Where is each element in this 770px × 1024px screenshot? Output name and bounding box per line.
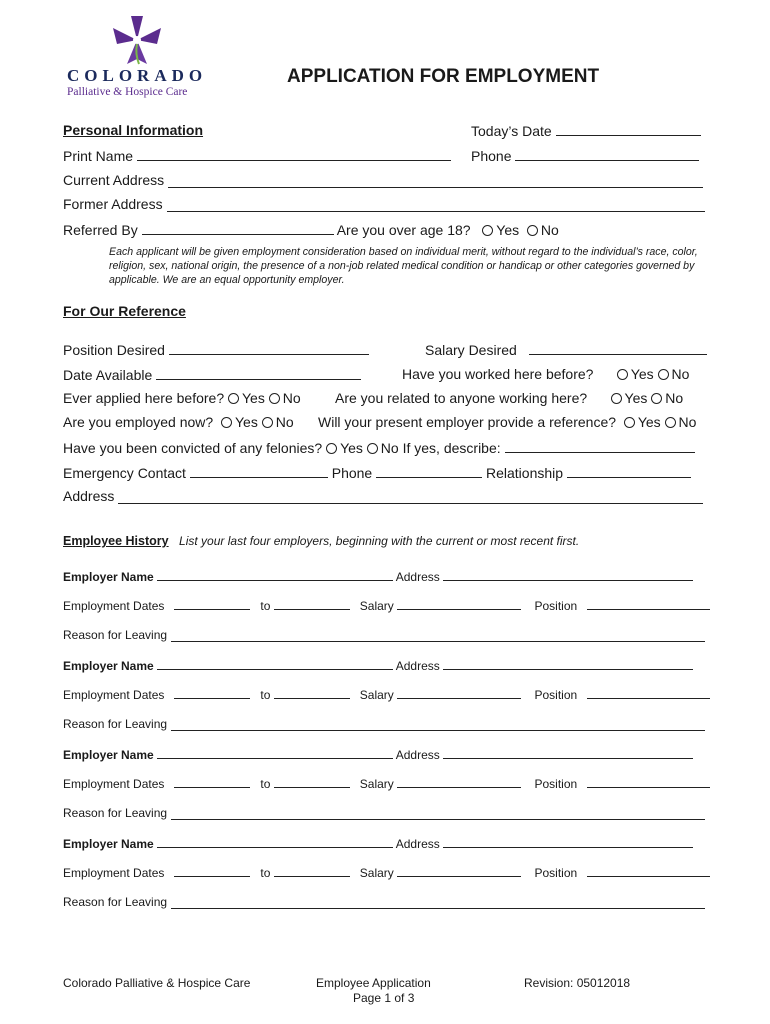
applied-here-no-radio[interactable] — [269, 393, 280, 404]
salary-input[interactable] — [397, 598, 521, 610]
date-available-label: Date Available — [63, 367, 153, 383]
emergency-phone-label: Phone — [331, 465, 373, 481]
date-to-input[interactable] — [274, 598, 350, 610]
over-18-yes-label: Yes — [496, 222, 520, 238]
employed-now-no-radio[interactable] — [262, 417, 273, 428]
reason-leaving-row[interactable] — [63, 717, 705, 731]
reason-leaving-label: Reason for Leaving — [63, 895, 168, 909]
over-18-no-radio[interactable] — [527, 225, 538, 236]
referred-by-label: Referred By — [63, 222, 138, 238]
employer-address-input[interactable] — [443, 658, 693, 670]
salary-input[interactable] — [397, 865, 521, 877]
employment-dates-label: Employment Dates — [63, 866, 165, 880]
felonies-no-label: No — [380, 440, 399, 456]
employed-now-yes-label: Yes — [234, 414, 258, 430]
position-input[interactable] — [587, 776, 710, 788]
phone-field[interactable] — [471, 147, 699, 164]
salary-desired-field[interactable] — [425, 341, 707, 358]
worked-here-yes-radio[interactable] — [617, 369, 628, 380]
date-to-label: to — [260, 688, 271, 702]
felonies-describe-input[interactable] — [505, 439, 695, 453]
employer-address-input[interactable] — [443, 747, 693, 759]
footer-doc: Employee Application — [316, 976, 431, 990]
provide-reference-question — [318, 414, 696, 430]
date-to-label: to — [260, 777, 271, 791]
date-from-input[interactable] — [174, 776, 250, 788]
footer-revision: Revision: 05012018 — [524, 976, 631, 990]
emergency-contact-input[interactable] — [190, 464, 328, 478]
provide-reference-no-label: No — [678, 414, 697, 430]
employer-name-label: Employer Name — [63, 748, 154, 762]
related-label: Are you related to anyone working here? — [335, 390, 588, 406]
applied-here-question — [63, 390, 301, 406]
relationship-label: Relationship — [486, 465, 564, 481]
todays-date-field[interactable] — [471, 122, 701, 139]
related-yes-radio[interactable] — [611, 393, 622, 404]
employer-name-label: Employer Name — [63, 837, 154, 851]
emergency-address-label: Address — [63, 488, 115, 504]
eeo-disclaimer: Each applicant will be given employment consideration based on individual merit, without regard to the individual’s race, color, religion, sex, national origin, the presence of a non-job related medical condition or handicap or other categories governed by applicable. We are an equal opportunity employer. — [109, 246, 698, 286]
logo-name: COLORADO — [67, 66, 208, 85]
date-to-input[interactable] — [274, 687, 350, 699]
salary-label: Salary — [359, 777, 394, 791]
employer-address-label: Address — [395, 659, 440, 673]
date-available-field[interactable] — [63, 366, 361, 383]
reason-leaving-row[interactable] — [63, 806, 705, 820]
employment-dates-row — [63, 598, 710, 613]
position-label: Position — [534, 599, 578, 613]
worked-here-yes-label: Yes — [630, 366, 654, 382]
felonies-question — [63, 439, 695, 456]
former-address-label: Former Address — [63, 196, 163, 212]
footer-org: Colorado Palliative & Hospice Care — [63, 976, 251, 990]
salary-label: Salary — [359, 599, 394, 613]
current-address-field[interactable] — [63, 172, 703, 188]
salary-input[interactable] — [397, 776, 521, 788]
position-input[interactable] — [587, 865, 710, 877]
felonies-label: Have you been convicted of any felonies? — [63, 440, 323, 456]
date-from-input[interactable] — [174, 687, 250, 699]
employer-name-label: Employer Name — [63, 659, 154, 673]
logo-tagline: Palliative & Hospice Care — [67, 86, 188, 98]
salary-desired-label: Salary Desired — [425, 342, 517, 358]
worked-here-question — [402, 366, 689, 382]
position-label: Position — [534, 777, 578, 791]
salary-input[interactable] — [397, 687, 521, 699]
print-name-field[interactable] — [63, 147, 451, 164]
todays-date-label: Today’s Date — [471, 123, 552, 139]
provide-reference-no-radio[interactable] — [665, 417, 676, 428]
felonies-no-radio[interactable] — [367, 443, 378, 454]
felonies-yes-radio[interactable] — [326, 443, 337, 454]
worked-here-no-radio[interactable] — [658, 369, 669, 380]
date-from-input[interactable] — [174, 865, 250, 877]
reference-heading: For Our Reference — [63, 303, 186, 319]
provide-reference-yes-radio[interactable] — [624, 417, 635, 428]
over-18-label: Are you over age 18? — [336, 222, 471, 238]
employment-dates-label: Employment Dates — [63, 599, 165, 613]
position-desired-label: Position Desired — [63, 342, 165, 358]
employer-name-input[interactable] — [157, 658, 393, 670]
employment-dates-label: Employment Dates — [63, 777, 165, 791]
applied-here-yes-radio[interactable] — [228, 393, 239, 404]
date-to-input[interactable] — [274, 776, 350, 788]
applied-here-no-label: No — [282, 390, 301, 406]
reason-leaving-row[interactable] — [63, 628, 705, 642]
phone-label: Phone — [471, 148, 512, 164]
related-yes-label: Yes — [624, 390, 648, 406]
print-name-label: Print Name — [63, 148, 134, 164]
date-to-input[interactable] — [274, 865, 350, 877]
employer-name-row — [63, 747, 693, 762]
employer-name-row — [63, 658, 693, 673]
related-no-radio[interactable] — [651, 393, 662, 404]
position-label: Position — [534, 866, 578, 880]
emergency-contact-label: Emergency Contact — [63, 465, 186, 481]
referred-by-field[interactable] — [63, 221, 559, 238]
salary-label: Salary — [359, 866, 394, 880]
related-question — [335, 390, 683, 406]
employment-dates-row — [63, 687, 710, 702]
history-instruction: List your last four employers, beginning with the current or most recent first. — [179, 534, 580, 548]
over-18-yes-radio[interactable] — [482, 225, 493, 236]
employer-address-input[interactable] — [443, 569, 693, 581]
date-to-label: to — [260, 599, 271, 613]
employment-dates-label: Employment Dates — [63, 688, 165, 702]
reason-leaving-label: Reason for Leaving — [63, 806, 168, 820]
history-heading-row — [63, 532, 579, 550]
employer-name-input[interactable] — [157, 836, 393, 848]
emergency-contact-row — [63, 464, 691, 481]
worked-here-no-label: No — [671, 366, 690, 382]
over-18-no-label: No — [540, 222, 559, 238]
employer-address-label: Address — [395, 570, 440, 584]
reason-leaving-row[interactable] — [63, 895, 705, 909]
position-label: Position — [534, 688, 578, 702]
reason-leaving-label: Reason for Leaving — [63, 717, 168, 731]
emergency-phone-input[interactable] — [376, 464, 482, 478]
employed-now-label: Are you employed now? — [63, 414, 214, 430]
provide-reference-yes-label: Yes — [637, 414, 661, 430]
history-heading: Employee History — [63, 534, 169, 548]
employer-name-row — [63, 836, 693, 851]
employed-now-question — [63, 414, 294, 430]
felonies-yes-label: Yes — [340, 440, 363, 456]
felonies-describe-label: If yes, describe: — [402, 440, 501, 456]
related-no-label: No — [665, 390, 684, 406]
employer-address-label: Address — [395, 748, 440, 762]
employed-now-no-label: No — [275, 414, 294, 430]
salary-label: Salary — [359, 688, 394, 702]
employed-now-yes-radio[interactable] — [221, 417, 232, 428]
employer-name-input[interactable] — [157, 747, 393, 759]
reason-leaving-label: Reason for Leaving — [63, 628, 168, 642]
date-from-input[interactable] — [174, 598, 250, 610]
position-input[interactable] — [587, 598, 710, 610]
page-title: APPLICATION FOR EMPLOYMENT — [287, 66, 600, 87]
worked-here-label: Have you worked here before? — [402, 366, 594, 382]
employment-dates-row — [63, 776, 710, 791]
emergency-address-field[interactable] — [63, 488, 703, 504]
relationship-input[interactable] — [567, 464, 691, 478]
employment-dates-row — [63, 865, 710, 880]
date-to-label: to — [260, 866, 271, 880]
employer-name-row — [63, 569, 693, 584]
employer-name-input[interactable] — [157, 569, 393, 581]
position-input[interactable] — [587, 687, 710, 699]
former-address-field[interactable] — [63, 196, 705, 212]
flower-logo-icon — [107, 14, 167, 66]
position-desired-field[interactable] — [63, 341, 369, 358]
provide-reference-label: Will your present employer provide a reference? — [318, 414, 617, 430]
employer-address-label: Address — [395, 837, 440, 851]
employer-address-input[interactable] — [443, 836, 693, 848]
logo — [64, 14, 209, 102]
current-address-label: Current Address — [63, 172, 165, 188]
applied-here-label: Ever applied here before? — [63, 390, 225, 406]
personal-heading: Personal Information — [63, 122, 204, 138]
employer-name-label: Employer Name — [63, 570, 154, 584]
footer-page: Page 1 of 3 — [353, 991, 415, 1005]
applied-here-yes-label: Yes — [242, 390, 265, 406]
